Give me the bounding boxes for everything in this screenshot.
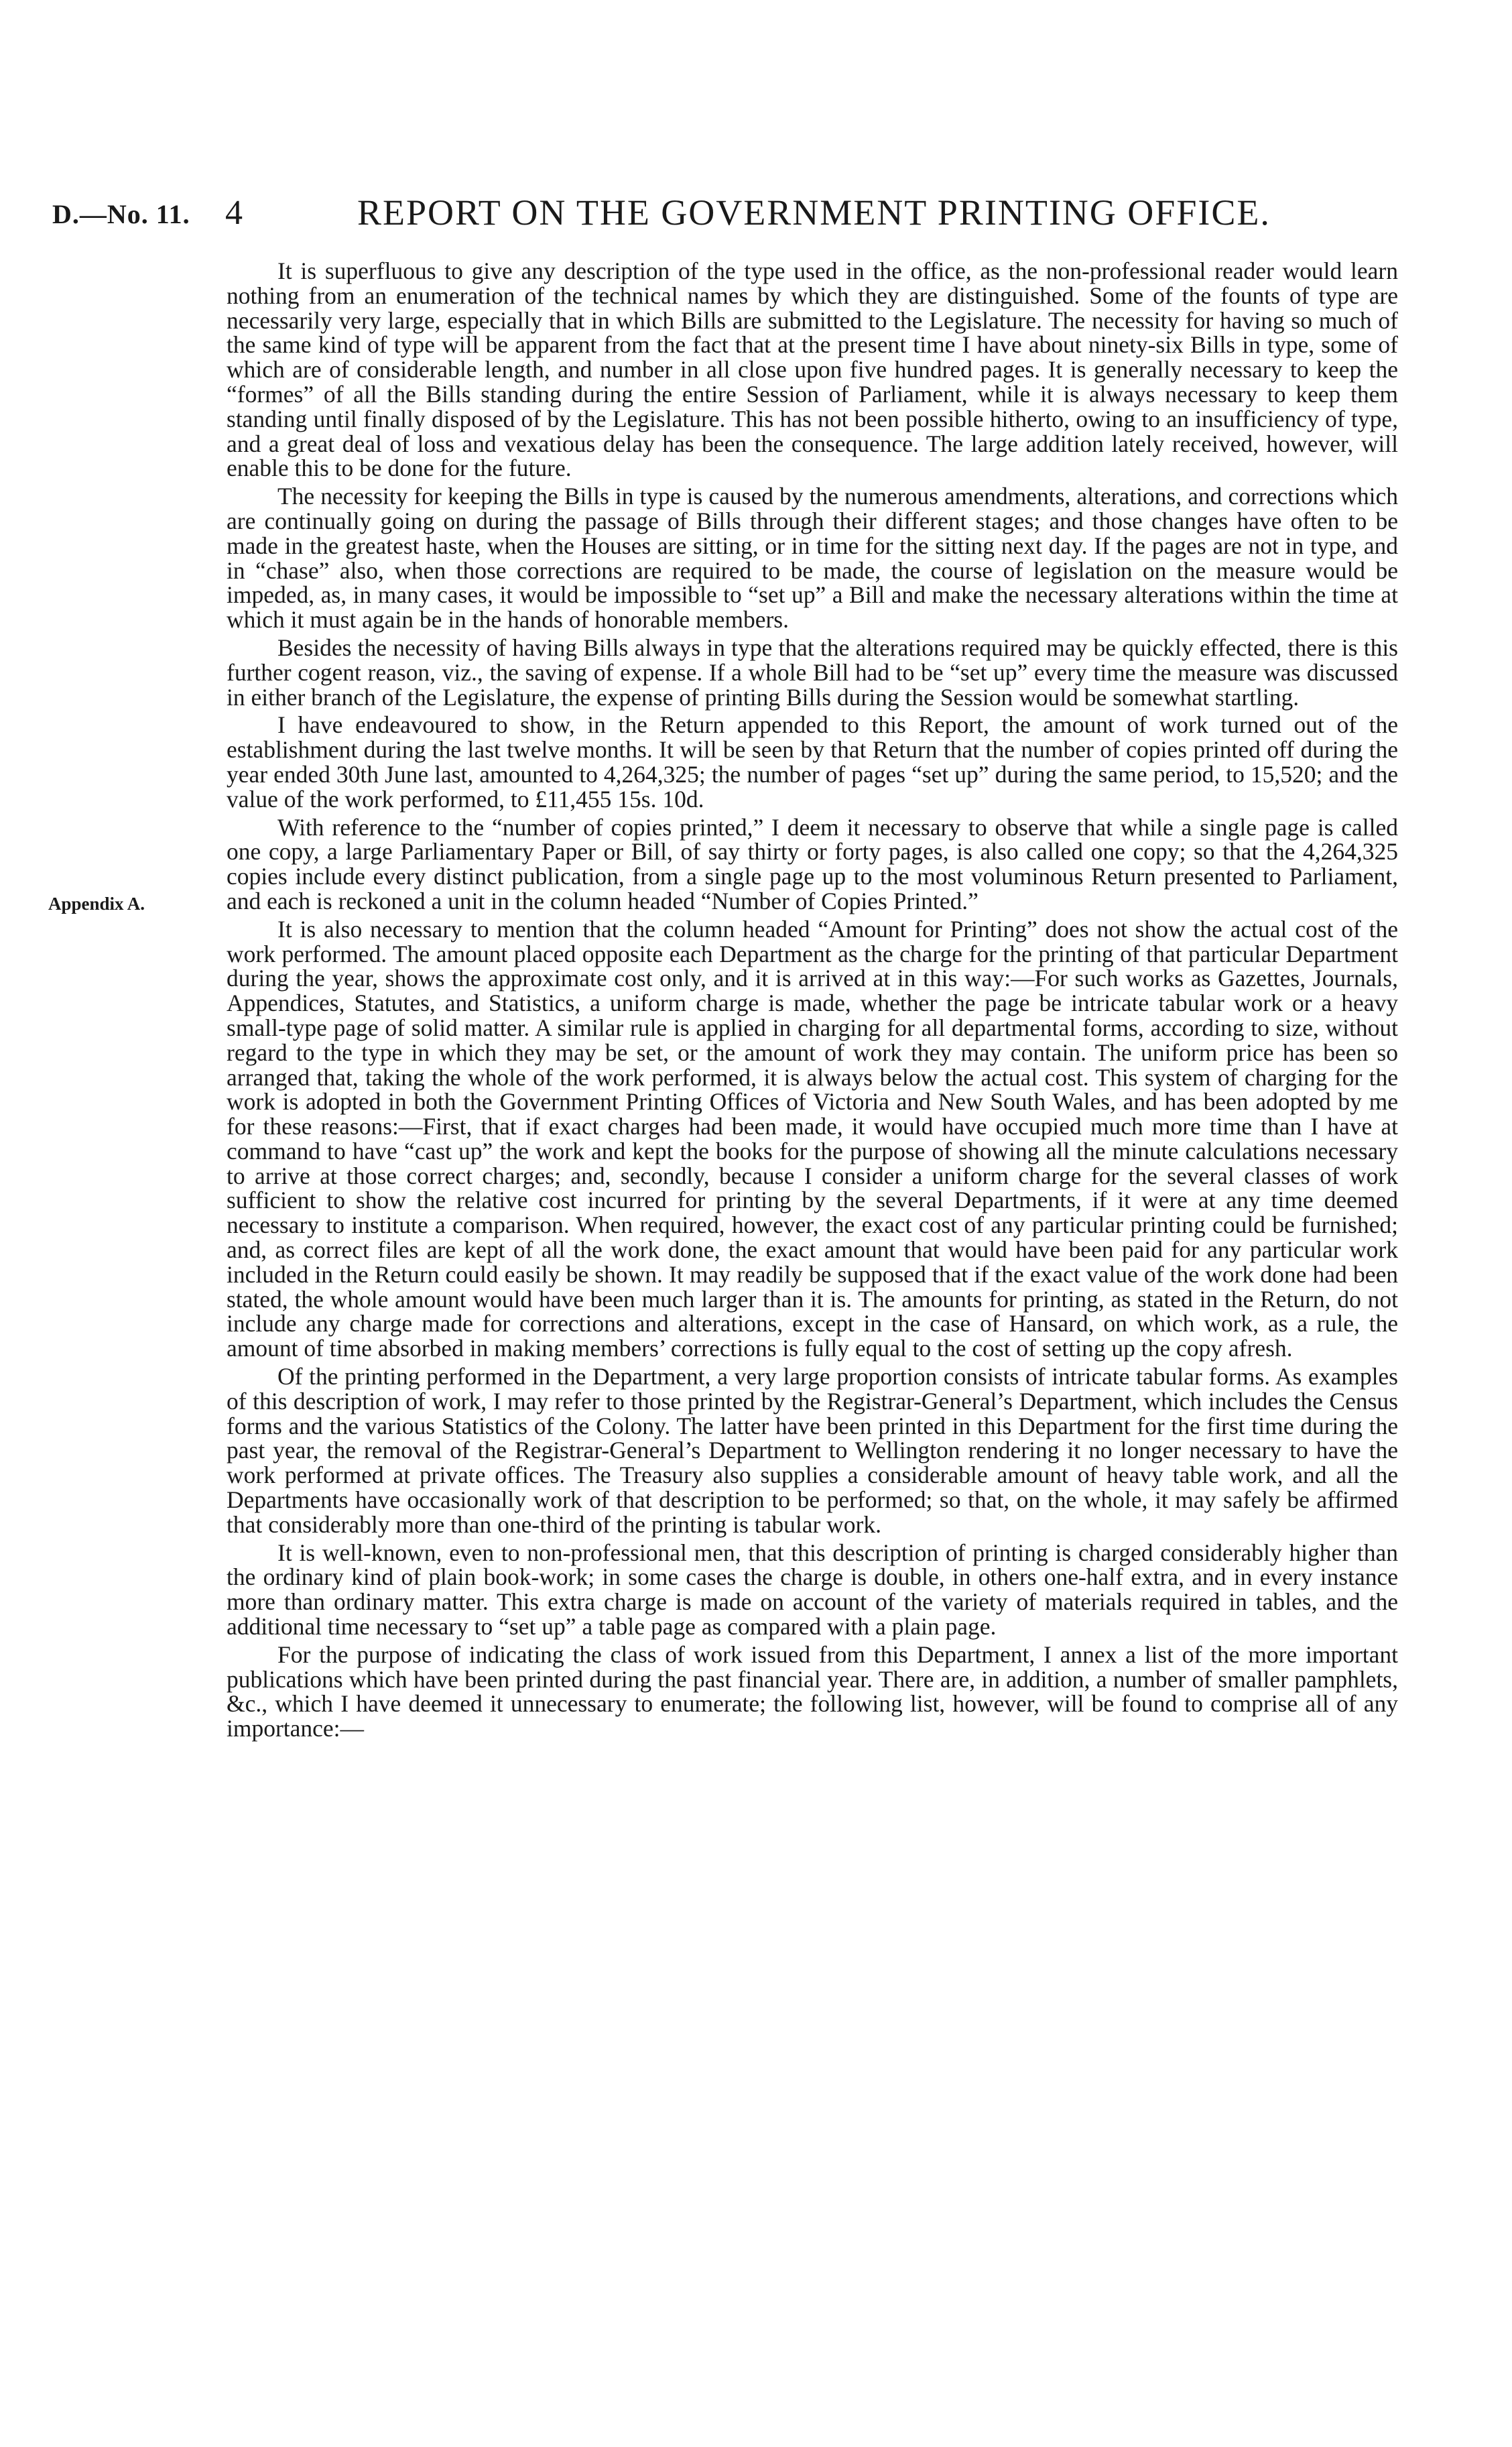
document-reference: D.—No. 11. [52, 199, 190, 229]
page-title: REPORT ON THE GOVERNMENT PRINTING OFFICE. [357, 192, 1271, 233]
paragraph-amount-for-printing: It is also necessary to mention that the column headed “Amount for Printing” does not show the actual cost of the work performed. The amount placed opposite each Department as the charge for the printing of that particular Department during the year, shows the approximate cost only, and it is arrived at in this way:—For such works as Gazettes, Journals, Appendices, Statutes, and Statistics, a uniform charge is made, whether the page be intricate tabular work or a heavy small-type page of solid matter. A similar rule is applied in charging for all departmental forms, according to size, without regard to the type in which they may be set, or the amount of work they may contain. The uniform price has been so arranged that, taking the whole of the work performed, it is always below the actual cost. This system of charging for the work is adopted in both the Government Printing Offices of Victoria and New South Wales, and has been adopted by me for these reasons:—First, that if exact charges had been made, it would have occupied much more time than I have at command to have “cast up” the work and kept the books for the purpose of showing all the minute calculations necessary to arrive at those correct charges; and, secondly, because I consider a uniform charge for the several classes of work sufficient to show the relative cost incurred for printing by the several Departments, if it were at any time deemed necessary to institute a comparison. When required, however, the exact cost of any particular printing could be furnished; and, as correct files are kept of all the work done, the exact amount that would have been paid for any particular work included in the Return could easily be shown. It may readily be supposed that if the exact value of the work done had been stated, the whole amount would have been much larger than it is. The amounts for printing, as stated in the Return, do not include any charge made for corrections and alterations, except in the case of Hansard, on which work, as a rule, the amount of time absorbed in making members’ corrections is fully equal to the cost of setting up the copy afresh. [227, 915, 1398, 1362]
paragraph-tabular-charges: It is well-known, even to non-professional men, that this description of printing is charged considerably higher than the ordinary kind of plain book-work; in some cases the charge is double, in others one-half extra, and in every instance more than ordinary matter. This extra charge is made on account of the variety of materials required in tables, and the additional time necessary to “set up” a table page as compared with a plain page. [227, 1539, 1398, 1640]
paragraph-copies-printed: With reference to the “number of copies printed,” I deem it necessary to observe that while a single page is called one copy, a large Parliamentary Paper or Bill, of say thirty or forty pages, is also called one copy; so that the 4,264,325 copies include every distinct publication, from a single page up to the most voluminous Return presented to Parliament, and each is reckoned a unit in the column headed “Number of Copies Printed.” [227, 813, 1398, 914]
paragraph-return-summary: I have endeavoured to show, in the Return appended to this Report, the amount of work turned out of the establishment during the last twelve months. It will be seen by that Return that the number of copies printed off during the year ended 30th June last, amounted to 4,264,325; the number of pages “set up” during the same period, to 15,520; and the value of the work performed, to £11,455 15s. 10d. [227, 711, 1398, 813]
page-number: 4 [225, 194, 243, 232]
paragraph-tabular-forms: Of the printing performed in the Department, a very large proportion consists of intricate tabular forms. As examples of this description of work, I may refer to those printed by the Registrar-General’s Department, which includes the Census forms and the various Statistics of the Colony. The latter have been printed in this Department for the first time during the past year, the removal of the Registrar-General’s Department to Wellington rendering it no longer necessary to have the work performed at private offices. The Treasury also supplies a considerable amount of heavy table work, and all the Departments have occasionally work of that description to be performed; so that, on the whole, it may safely be affirmed that considerably more than one-third of the printing is tabular work. [227, 1363, 1398, 1538]
paragraph-saving-expense: Besides the necessity of having Bills always in type that the alterations required may be quickly effected, there is this further cogent reason, viz., the saving of expense. If a whole Bill had to be “set up” every time the measure was discussed in either branch of the Legislature, the expense of printing Bills during the Session would be somewhat startling. [227, 634, 1398, 711]
report-body [227, 259, 1398, 1744]
margin-note-appendix: Appendix A. [48, 894, 145, 914]
paragraph-publications-list: For the purpose of indicating the class of work issued from this Department, I annex a list of the more important publications which have been printed during the past financial year. There are, in addition, a number of smaller pamphlets, &c., which I have deemed it unnecessary to enumerate; the following list, however, will be found to comprise all of any importance:— [227, 1640, 1398, 1742]
paragraph-bills-in-type: The necessity for keeping the Bills in type is caused by the numerous amendments, alterations, and corrections which are continually going on during the passage of Bills through their different stages; and those changes have often to be made in the greatest haste, when the Houses are sitting, or in time for the sitting next day. If the pages are not in type, and in “chase” also, when those corrections are required to be made, the course of legislation on the measure would be impeded, as, in many cases, it would be impossible to “set up” a Bill and make the necessary alterations within the time at which it must again be in the hands of honorable members. [227, 483, 1398, 634]
page-header [52, 189, 1460, 243]
paragraph-type-description: It is superfluous to give any description of the type used in the office, as the non-professional reader would learn nothing from an enumeration of the technical names by which they are distinguished. Some of the founts of type are necessarily very large, especially that in which Bills are submitted to the Legislature. The necessity for having so much of the same kind of type will be apparent from the fact that at the present time I have about ninety-six Bills in type, some of which are of considerable length, and number in all close upon five hundred pages. It is generally necessary to keep the “formes” of all the Bills standing during the entire Session of Parliament, while it is always necessary to keep them standing until finally disposed of by the Legislature. This has not been possible hitherto, owing to an insufficiency of type, and a great deal of loss and vexatious delay has been the consequence. The large addition lately received, however, will enable this to be done for the future. [227, 257, 1398, 482]
